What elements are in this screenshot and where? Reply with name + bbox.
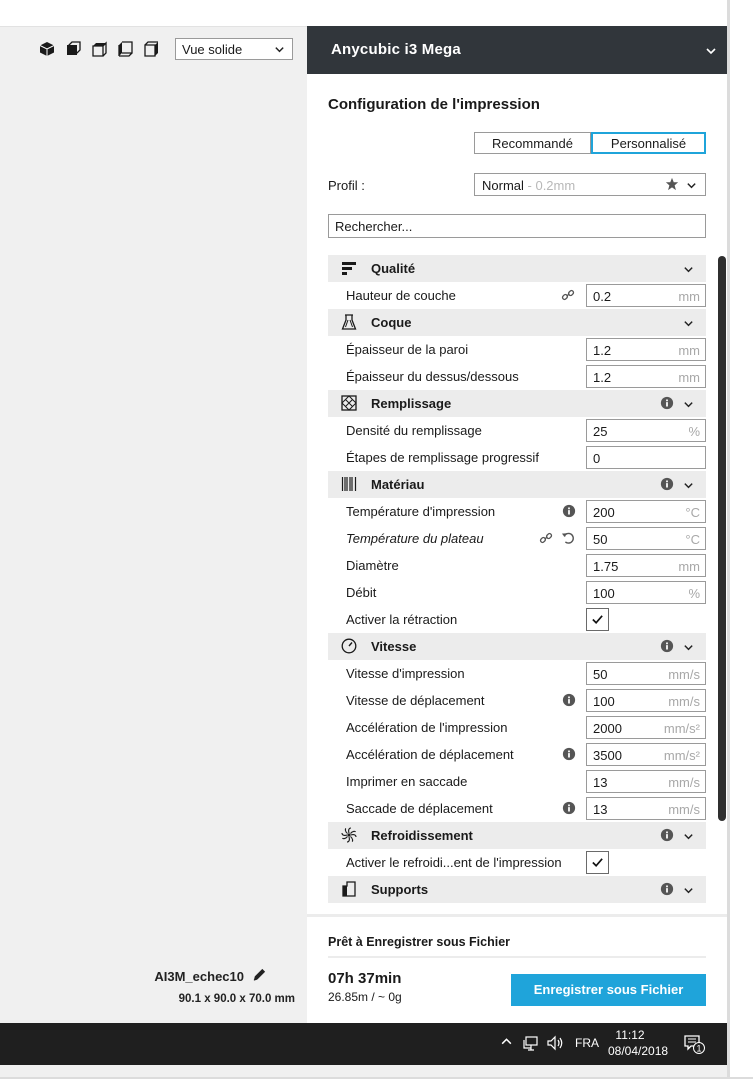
save-to-file-button[interactable]: Enregistrer sous Fichier — [511, 974, 706, 1006]
temp-impression-field[interactable] — [586, 500, 706, 523]
field-unit: mm/s — [668, 694, 700, 709]
edit-pencil-icon[interactable] — [252, 967, 267, 985]
field-value: 13 — [593, 775, 608, 790]
setting-label: Saccade de déplacement — [346, 801, 493, 816]
setting-row-hauteur-couche — [328, 282, 706, 309]
field-unit: mm/s — [668, 667, 700, 682]
left-view-icon[interactable] — [116, 40, 134, 58]
chevron-down-icon — [683, 263, 694, 278]
setting-row-accel-deplacement — [328, 741, 706, 768]
field-unit: mm — [678, 370, 700, 385]
chevron-down-icon — [274, 43, 285, 58]
setting-label: Activer la rétraction — [346, 612, 458, 627]
settings-list — [328, 255, 706, 903]
setting-label: Accélération de l'impression — [346, 720, 508, 735]
setting-label: Étapes de remplissage progressif — [346, 450, 539, 465]
setting-label: Activer le refroidi...ent de l'impression — [346, 855, 562, 870]
setting-row-vitesse-deplacement — [328, 687, 706, 714]
fan-icon — [341, 827, 357, 843]
category-label: Qualité — [371, 261, 416, 276]
field-value: 50 — [593, 667, 608, 682]
field-unit: mm — [678, 289, 700, 304]
clock-time: 11:12 — [615, 1028, 645, 1042]
setting-label: Vitesse de déplacement — [346, 693, 485, 708]
title-strip — [0, 0, 727, 27]
info-icon[interactable] — [660, 477, 674, 494]
chevron-down-icon — [683, 641, 694, 656]
front-view-icon[interactable] — [64, 40, 82, 58]
field-unit: mm/s² — [663, 721, 700, 736]
top-view-icon[interactable] — [90, 40, 108, 58]
field-value: 1.2 — [593, 370, 612, 385]
info-icon[interactable] — [660, 396, 674, 413]
category-label: Remplissage — [371, 396, 452, 411]
footer-divider — [307, 914, 727, 917]
speaker-icon[interactable] — [547, 1035, 565, 1054]
setting-label: Imprimer en saccade — [346, 774, 468, 789]
chevron-down-icon — [686, 179, 697, 194]
setting-label: Température du plateau — [346, 531, 484, 546]
setting-row-vitesse-impression — [328, 660, 706, 687]
category-supports[interactable] — [328, 876, 706, 903]
printer-name: Anycubic i3 Mega — [331, 41, 461, 58]
mode-toggle — [474, 132, 706, 154]
setting-label: Hauteur de couche — [346, 288, 456, 303]
setting-row-retraction — [328, 606, 706, 633]
field-value: 25 — [593, 424, 608, 439]
field-value: 1.75 — [593, 559, 619, 574]
chevron-down-icon — [705, 44, 717, 62]
field-value: 13 — [593, 802, 608, 817]
category-qualite[interactable] — [328, 255, 706, 282]
epaisseur-paroi-field[interactable] — [586, 338, 706, 361]
model-dimensions: 90.1 x 90.0 x 70.0 mm — [178, 993, 295, 1005]
setting-row-densite — [328, 417, 706, 444]
category-materiau[interactable] — [328, 471, 706, 498]
field-unit: mm/s² — [663, 748, 700, 763]
setting-label: Débit — [346, 585, 377, 600]
profile-detail: - 0.2mm — [523, 178, 576, 193]
vitesse-impression-field[interactable] — [586, 662, 706, 685]
quality-icon — [341, 260, 357, 276]
diametre-field[interactable] — [586, 554, 706, 577]
info-icon[interactable] — [660, 639, 674, 656]
chevron-down-icon — [683, 884, 694, 899]
speed-gauge-icon — [341, 638, 357, 654]
link-icon[interactable] — [539, 531, 553, 548]
setting-row-accel-impression — [328, 714, 706, 741]
field-unit: mm — [678, 559, 700, 574]
view-mode-select[interactable] — [175, 38, 293, 60]
profile-select[interactable] — [474, 173, 706, 196]
shell-icon — [341, 314, 357, 330]
3d-view-icon[interactable] — [38, 40, 56, 58]
settings-search-input[interactable]: Rechercher... — [328, 214, 706, 238]
chevron-down-icon — [683, 830, 694, 845]
field-value: 0.2 — [593, 289, 612, 304]
custom-mode-button[interactable]: Personnalisé — [591, 132, 706, 154]
windows-taskbar — [0, 1023, 727, 1065]
status-text: Prêt à Enregistrer sous Fichier — [328, 935, 511, 949]
setting-row-saccade — [328, 768, 706, 795]
densite-field[interactable] — [586, 419, 706, 442]
right-view-icon[interactable] — [142, 40, 160, 58]
network-icon[interactable] — [523, 1035, 539, 1054]
setting-row-temp-plateau — [328, 525, 706, 552]
settings-scrollbar[interactable] — [718, 256, 726, 821]
recommended-mode-button[interactable]: Recommandé — [474, 132, 591, 154]
status-divider — [328, 956, 706, 958]
field-value: 100 — [593, 586, 615, 601]
info-icon[interactable] — [660, 828, 674, 845]
saccade-deplacement-field[interactable] — [586, 797, 706, 820]
system-clock[interactable] — [608, 1027, 669, 1059]
category-vitesse[interactable] — [328, 633, 706, 660]
accel-impression-field[interactable] — [586, 716, 706, 739]
profile-value: Normal — [482, 178, 524, 193]
setting-row-epaisseur-paroi — [328, 336, 706, 363]
accel-deplacement-field[interactable] — [586, 743, 706, 766]
checkmark-icon — [591, 856, 604, 869]
field-unit: % — [688, 424, 700, 439]
setting-label: Vitesse d'impression — [346, 666, 465, 681]
settings-panel — [307, 26, 727, 1023]
category-remplissage[interactable] — [328, 390, 706, 417]
category-coque[interactable] — [328, 309, 706, 336]
field-unit: % — [688, 586, 700, 601]
model-name-row — [154, 967, 267, 985]
profile-label: Profil : — [328, 178, 365, 193]
info-icon[interactable] — [562, 747, 576, 764]
category-label: Vitesse — [371, 639, 417, 654]
category-label: Supports — [371, 882, 429, 897]
info-icon[interactable] — [660, 882, 674, 899]
setting-label: Densité du remplissage — [346, 423, 482, 438]
setting-row-etapes — [328, 444, 706, 471]
notification-count: 1 — [696, 1043, 702, 1054]
field-unit: °C — [685, 532, 700, 547]
checkmark-icon — [591, 613, 604, 626]
field-value: 3500 — [593, 748, 622, 763]
info-icon[interactable] — [562, 801, 576, 818]
star-icon[interactable] — [665, 177, 679, 194]
field-unit: mm/s — [668, 775, 700, 790]
setting-label: Température d'impression — [346, 504, 496, 519]
field-value: 2000 — [593, 721, 622, 736]
category-label: Matériau — [371, 477, 425, 492]
chevron-down-icon — [683, 317, 694, 332]
setting-row-debit — [328, 579, 706, 606]
category-label: Refroidissement — [371, 828, 473, 843]
chevron-up-icon[interactable] — [500, 1035, 513, 1051]
config-title: Configuration de l'impression — [328, 96, 540, 113]
field-unit: mm/s — [668, 802, 700, 817]
chevron-down-icon — [683, 398, 694, 413]
field-unit: mm — [678, 343, 700, 358]
setting-label: Diamètre — [346, 558, 399, 573]
material-usage: 26.85m / ~ 0g — [328, 990, 402, 1004]
hauteur-couche-field[interactable] — [586, 284, 706, 307]
info-icon[interactable] — [562, 504, 576, 521]
setting-row-saccade-deplacement — [328, 795, 706, 822]
category-refroidissement[interactable] — [328, 822, 706, 849]
setting-row-refroidissement — [328, 849, 706, 876]
temp-plateau-field[interactable] — [586, 527, 706, 550]
printer-selector[interactable] — [307, 26, 727, 74]
setting-label: Épaisseur du dessus/dessous — [346, 369, 519, 384]
retraction-checkbox[interactable] — [586, 608, 609, 631]
category-label: Coque — [371, 315, 412, 330]
infill-icon — [341, 395, 357, 411]
setting-label: Accélération de déplacement — [346, 747, 514, 762]
vitesse-deplacement-field[interactable] — [586, 689, 706, 712]
window-shadow-right — [727, 0, 753, 1089]
view-mode-value: Vue solide — [182, 42, 243, 57]
language-indicator[interactable]: FRA — [575, 1036, 599, 1050]
field-value: 1.2 — [593, 343, 612, 358]
field-value: 100 — [593, 694, 615, 709]
field-value: 0 — [593, 451, 601, 466]
reset-icon[interactable] — [561, 531, 575, 548]
support-icon — [341, 881, 357, 897]
saccade-field[interactable] — [586, 770, 706, 793]
view-toolbar — [38, 40, 160, 58]
chevron-down-icon — [683, 479, 694, 494]
refroidissement-checkbox[interactable] — [586, 851, 609, 874]
field-value: 200 — [593, 505, 615, 520]
field-unit: °C — [685, 505, 700, 520]
setting-row-epaisseur-dessus — [328, 363, 706, 390]
setting-row-diametre — [328, 552, 706, 579]
setting-row-temp-impression — [328, 498, 706, 525]
field-value: 50 — [593, 532, 608, 547]
clock-date: 08/04/2018 — [608, 1044, 669, 1058]
debit-field[interactable] — [586, 581, 706, 604]
setting-label: Épaisseur de la paroi — [346, 342, 469, 357]
print-time: 07h 37min — [328, 970, 402, 987]
link-icon[interactable] — [561, 288, 575, 305]
etapes-field[interactable] — [586, 446, 706, 469]
epaisseur-dessus-field[interactable] — [586, 365, 706, 388]
material-icon — [341, 476, 357, 492]
model-name: AI3M_echec10 — [154, 968, 244, 984]
notification-icon[interactable] — [683, 1033, 705, 1058]
info-icon[interactable] — [562, 693, 576, 710]
